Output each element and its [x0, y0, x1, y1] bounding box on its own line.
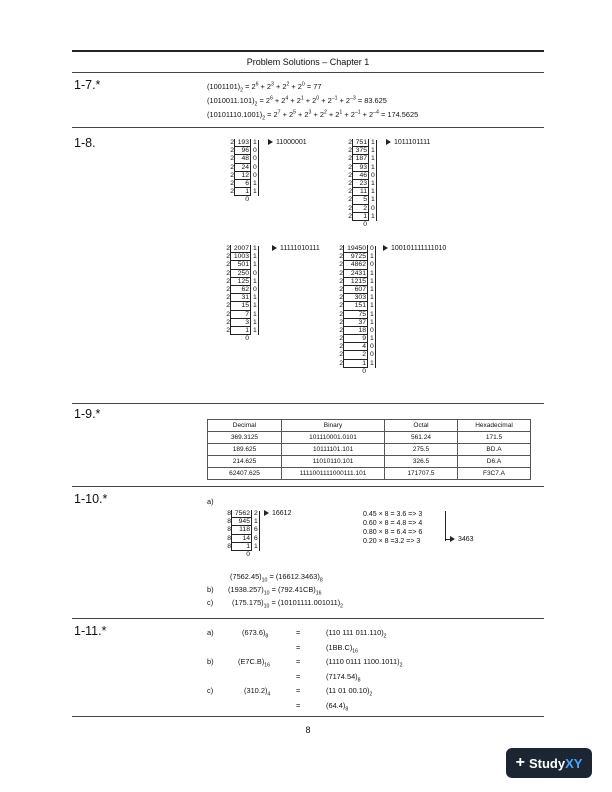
- divisor: 2: [226, 318, 230, 326]
- cell: D6.A: [458, 456, 531, 468]
- division-row: [338, 245, 378, 253]
- division-row: [347, 196, 379, 204]
- remainder: 0: [250, 286, 261, 294]
- dividend: 193: [234, 139, 250, 147]
- division-row: [347, 188, 379, 196]
- division-row: [226, 535, 262, 543]
- p111-b-lhs: $(E7C.B)_{16}$: [238, 657, 271, 669]
- p110-part-a: a): [207, 497, 214, 506]
- remainder: 0: [250, 270, 261, 278]
- remainder: 1: [367, 335, 378, 343]
- result-751: 1011101111: [386, 139, 430, 146]
- remainder-bracket: [259, 511, 260, 551]
- page-number: 8: [305, 725, 311, 735]
- dividend: 2007: [230, 245, 250, 253]
- dividend: 62: [230, 286, 250, 294]
- divisor: 2: [230, 163, 234, 171]
- division-row: [226, 518, 262, 526]
- dividend: 1: [352, 213, 368, 221]
- dividend: 0: [363, 220, 367, 228]
- header-top-rule: [72, 50, 544, 52]
- remainder: 1: [250, 311, 261, 319]
- division-row: [225, 319, 261, 327]
- divisor: 8: [227, 526, 231, 534]
- division-row: [338, 286, 378, 294]
- col-decimal: Decimal: [208, 420, 282, 432]
- divisor: 2: [339, 285, 343, 293]
- remainder: 1: [367, 253, 378, 261]
- dividend: 9: [343, 335, 367, 343]
- p111-part-c: c): [207, 686, 214, 695]
- dividend: 12: [234, 172, 250, 180]
- dividend: 303: [343, 294, 367, 302]
- divisor: 2: [339, 269, 343, 277]
- cell: 11010110.101: [282, 456, 385, 468]
- dividend: 5: [352, 196, 368, 204]
- division-row: [226, 510, 262, 518]
- remainder: 6: [251, 535, 262, 543]
- problem-1-8-label: 1-8.: [74, 136, 96, 150]
- division-row: [347, 221, 379, 229]
- divisor: 2: [339, 359, 343, 367]
- remainder-bracket: [258, 246, 259, 335]
- remainder: 1: [368, 139, 379, 147]
- col-hexadecimal: Hexadecimal: [458, 420, 531, 432]
- dividend: 1215: [343, 278, 367, 286]
- dividend: 4862: [343, 261, 367, 269]
- p110-answer-b: $(1938.257)_{10} = (792.41CB)_{16}$: [228, 585, 322, 597]
- dividend: 46: [352, 172, 368, 180]
- remainder: 0: [250, 155, 261, 163]
- remainder: 1: [250, 261, 261, 269]
- remainder: 0: [367, 327, 378, 335]
- division-row: [338, 343, 378, 351]
- p111-c-lhs: $(310.2)_4$: [244, 686, 271, 698]
- dividend: 4: [343, 343, 367, 351]
- remainder: 1: [368, 147, 379, 155]
- table-row: [208, 468, 531, 480]
- remainder-bracket: [258, 140, 259, 196]
- p17-line-2: $(1010011.101)_2 = 2^6 + 2^4 + 2^1 + 2^0 + 2^{-1} + 2^{-3} = 83.625$: [207, 95, 387, 108]
- table-row: [208, 444, 531, 456]
- divisor: 8: [227, 534, 231, 542]
- division-row: [226, 526, 262, 534]
- divisor: 8: [227, 518, 231, 526]
- divisor: 2: [348, 196, 352, 204]
- division-751: [347, 139, 379, 229]
- dividend: 19450: [343, 245, 367, 253]
- remainder: 1: [367, 302, 378, 310]
- division-row: [347, 172, 379, 180]
- division-row: [338, 327, 378, 335]
- cell: 561.24: [385, 432, 458, 444]
- table-header-row: [208, 420, 531, 432]
- dividend: 93: [352, 164, 368, 172]
- dividend: 751: [352, 139, 368, 147]
- dividend: 1: [230, 327, 250, 335]
- problem-1-10-label: 1-10.*: [74, 492, 108, 506]
- divisor: 2: [339, 335, 343, 343]
- cell: 275.5: [385, 444, 458, 456]
- dividend: 501: [230, 261, 250, 269]
- divisor: 2: [230, 188, 234, 196]
- logo-text: Study: [528, 755, 566, 771]
- division-7562: [226, 510, 262, 559]
- division-row: [229, 139, 261, 147]
- remainder: 1: [250, 327, 261, 335]
- remainder: 0: [367, 245, 378, 253]
- division-row: [338, 253, 378, 261]
- divisor: 2: [226, 277, 230, 285]
- dividend: 0: [245, 196, 249, 204]
- remainder-bracket: [376, 140, 377, 221]
- divisor: 2: [348, 179, 352, 187]
- division-row: [338, 351, 378, 359]
- rule-1-8: [72, 403, 544, 404]
- dividend: 2: [343, 351, 367, 359]
- division-row: [226, 543, 262, 551]
- division-row: [229, 164, 261, 172]
- dividend: 7: [230, 311, 250, 319]
- divisor: 2: [339, 318, 343, 326]
- divisor: 2: [339, 253, 343, 261]
- dividend: 9725: [343, 253, 367, 261]
- p111-b-r1: (1110 0111 $1100.1011)_2$: [326, 657, 403, 669]
- cell: 214.625: [208, 456, 282, 468]
- division-row: [225, 327, 261, 335]
- dividend: 23: [352, 180, 368, 188]
- divisor: 2: [348, 155, 352, 163]
- remainder: 1: [250, 319, 261, 327]
- division-row: [347, 205, 379, 213]
- equals-sign: =: [296, 628, 301, 637]
- plus-icon: +: [515, 754, 525, 771]
- divisor: 8: [227, 510, 231, 517]
- p111-c-r1: (11 01 $00.10)_2$: [326, 686, 373, 698]
- dividend: 151: [343, 302, 367, 310]
- division-row: [347, 155, 379, 163]
- p111-a-lhs: $(673.6)_8$: [242, 628, 269, 640]
- remainder: 1: [367, 278, 378, 286]
- divisor: 2: [226, 245, 230, 252]
- cell: 171707.5: [385, 468, 458, 480]
- problem-1-11-label: 1-11.*: [74, 624, 107, 638]
- divisor: 2: [348, 171, 352, 179]
- divisor: 2: [348, 204, 352, 212]
- remainder: 1: [250, 278, 261, 286]
- remainder-bracket: [375, 246, 376, 368]
- division-row: [338, 302, 378, 310]
- result-7562: 16612: [264, 510, 291, 517]
- remainder: 1: [368, 164, 379, 172]
- remainder: 1: [368, 188, 379, 196]
- division-row: [347, 164, 379, 172]
- divisor: 2: [230, 139, 234, 146]
- table-row: [208, 432, 531, 444]
- rule-1-9: [72, 486, 544, 487]
- division-row: [347, 139, 379, 147]
- division-row: [225, 245, 261, 253]
- remainder: 6: [251, 526, 262, 534]
- remainder: 1: [251, 518, 262, 526]
- divisor: 2: [339, 294, 343, 302]
- divisor: 2: [230, 155, 234, 163]
- divisor: 2: [226, 285, 230, 293]
- divisor: 2: [230, 179, 234, 187]
- remainder: 1: [368, 213, 379, 221]
- division-row: [225, 311, 261, 319]
- problem-1-9-label: 1-9.*: [74, 407, 101, 421]
- p111-a-r1: (110 111 $011.110)_2$: [326, 628, 387, 640]
- dividend: 1: [231, 543, 251, 551]
- dividend: 24: [234, 164, 250, 172]
- equals-sign: =: [296, 657, 301, 666]
- cell: 10111101.101: [282, 444, 385, 456]
- cell: 62407.625: [208, 468, 282, 480]
- division-row: [229, 180, 261, 188]
- p111-b-r2: $(7174.54)_8$: [326, 672, 361, 684]
- dividend: 125: [230, 278, 250, 286]
- header-bottom-rule: [72, 72, 544, 73]
- dividend: 0: [245, 335, 249, 343]
- frac-line: 0.80 × 8 = 6.4 => 6: [363, 529, 423, 536]
- dividend: 96: [234, 147, 250, 155]
- division-row: [347, 213, 379, 221]
- divisor: 2: [226, 253, 230, 261]
- result-19450: 100101111111010: [383, 245, 446, 252]
- division-row: [225, 278, 261, 286]
- division-row: [338, 261, 378, 269]
- p111-c-r2: $(64.4)_8$: [326, 701, 349, 713]
- remainder: 1: [367, 311, 378, 319]
- divisor: 2: [226, 294, 230, 302]
- dividend: 1: [234, 188, 250, 196]
- equals-sign: =: [296, 686, 301, 695]
- division-row: [225, 302, 261, 310]
- remainder: 0: [367, 351, 378, 359]
- result-193: 11000001: [268, 139, 307, 146]
- logo-accent: XY: [565, 755, 583, 771]
- divisor: 2: [226, 302, 230, 310]
- divisor: 2: [348, 147, 352, 155]
- equals-sign: =: [296, 672, 301, 681]
- divisor: 2: [339, 310, 343, 318]
- col-octal: Octal: [385, 420, 458, 432]
- division-row: [338, 360, 378, 368]
- remainder: 1: [368, 180, 379, 188]
- dividend: 1003: [230, 253, 250, 261]
- p17-line-3: $(10101110.1001)_2 = 2^7 + 2^5 + 2^3 + 2^2 + 2^1 + 2^{-1} + 2^{-4} = 174.5625$: [207, 109, 419, 122]
- division-row: [338, 335, 378, 343]
- remainder: 0: [250, 147, 261, 155]
- dividend: 1: [343, 360, 367, 368]
- remainder: 1: [368, 155, 379, 163]
- remainder: 0: [368, 172, 379, 180]
- dividend: 375: [352, 147, 368, 155]
- division-193: [229, 139, 261, 205]
- divisor: 2: [339, 302, 343, 310]
- division-row: [338, 294, 378, 302]
- divisor: 2: [339, 245, 343, 252]
- divisor: 2: [226, 310, 230, 318]
- rule-1-7: [72, 127, 544, 128]
- remainder: 1: [367, 286, 378, 294]
- p110-answer-c: $(175.175)_{10} = (10101111.001011)_2$: [232, 598, 344, 610]
- cell: 1111001111000111.101: [282, 468, 385, 480]
- fraction-result: 3463: [446, 536, 474, 543]
- divisor: 2: [348, 188, 352, 196]
- division-row: [347, 180, 379, 188]
- division-row: [225, 270, 261, 278]
- dividend: 15: [230, 302, 250, 310]
- division-19450: [338, 245, 378, 376]
- frac-line: 0.45 × 8 = 3.6 => 3: [363, 511, 423, 518]
- division-row: [229, 147, 261, 155]
- divisor: 8: [227, 542, 231, 550]
- page-header: Problem Solutions – Chapter 1: [246, 57, 370, 67]
- remainder: 1: [250, 139, 261, 147]
- dividend: 945: [231, 518, 251, 526]
- division-row: [225, 294, 261, 302]
- divisor: 2: [230, 147, 234, 155]
- remainder: 1: [368, 196, 379, 204]
- divisor: 2: [339, 343, 343, 351]
- division-row: [229, 155, 261, 163]
- division-row: [229, 196, 261, 204]
- p17-line-1: $(1001101)_2 = 2^6 + 2^3 + 2^2 + 2^0 = 77$: [207, 81, 322, 94]
- divisor: 2: [226, 269, 230, 277]
- cell: 101110001.0101: [282, 432, 385, 444]
- remainder: 0: [367, 343, 378, 351]
- dividend: 6: [234, 180, 250, 188]
- divisor: 2: [230, 171, 234, 179]
- division-2007: [225, 245, 261, 343]
- dividend: 0: [362, 367, 366, 375]
- division-row: [225, 253, 261, 261]
- result-2007: 11111010111: [272, 245, 320, 252]
- remainder: 1: [367, 319, 378, 327]
- remainder: 0: [367, 261, 378, 269]
- cell: F3C7.A: [458, 468, 531, 480]
- division-row: [338, 270, 378, 278]
- remainder: 1: [251, 543, 262, 551]
- divisor: 2: [226, 261, 230, 269]
- dividend: 2: [352, 205, 368, 213]
- divisor: 2: [226, 326, 230, 334]
- remainder: 1: [250, 294, 261, 302]
- conversion-table: [207, 419, 531, 480]
- divisor: 2: [348, 139, 352, 146]
- divisor: 2: [339, 351, 343, 359]
- remainder: 1: [250, 245, 261, 253]
- dividend: 118: [231, 526, 251, 534]
- divisor: 2: [339, 326, 343, 334]
- dividend: 37: [343, 319, 367, 327]
- remainder: 1: [250, 188, 261, 196]
- cell: 326.5: [385, 456, 458, 468]
- dividend: 31: [230, 294, 250, 302]
- division-row: [226, 551, 262, 559]
- frac-line: 0.60 × 8 = 4.8 => 4: [363, 520, 423, 527]
- problem-1-7-label: 1-7.*: [74, 78, 101, 92]
- remainder: 1: [250, 253, 261, 261]
- dividend: 18: [343, 327, 367, 335]
- division-row: [338, 278, 378, 286]
- studyxy-logo[interactable]: [506, 748, 592, 778]
- dividend: 75: [343, 311, 367, 319]
- dividend: 7562: [231, 510, 251, 518]
- remainder: 1: [250, 302, 261, 310]
- p110-answer-a: $(7562.45)_{10} = (16612.3463)_8$: [230, 572, 323, 584]
- p110-part-c: c): [207, 598, 214, 607]
- fraction-conversion: [363, 510, 422, 546]
- division-row: [225, 261, 261, 269]
- divisor: 2: [339, 261, 343, 269]
- cell: 171.5: [458, 432, 531, 444]
- dividend: 187: [352, 155, 368, 163]
- p111-part-a: a): [207, 628, 214, 637]
- dividend: 14: [231, 535, 251, 543]
- p111-part-b: b): [207, 657, 214, 666]
- rule-1-11: [72, 716, 544, 717]
- divisor: 2: [348, 163, 352, 171]
- division-row: [338, 319, 378, 327]
- division-row: [225, 286, 261, 294]
- remainder: 0: [250, 164, 261, 172]
- division-row: [338, 311, 378, 319]
- frac-line: 0.20 × 8 =3.2 => 3: [363, 538, 421, 545]
- division-row: [347, 147, 379, 155]
- cell: 189.625: [208, 444, 282, 456]
- dividend: 3: [230, 319, 250, 327]
- table-row: [208, 456, 531, 468]
- remainder: 1: [367, 360, 378, 368]
- remainder: 1: [250, 180, 261, 188]
- rule-1-10: [72, 618, 544, 619]
- dividend: 0: [246, 550, 250, 558]
- remainder: 1: [367, 294, 378, 302]
- dividend: 250: [230, 270, 250, 278]
- equals-sign: =: [296, 643, 301, 652]
- remainder: 0: [250, 172, 261, 180]
- cell: 369.3125: [208, 432, 282, 444]
- divisor: 2: [339, 277, 343, 285]
- divisor: 2: [348, 212, 352, 220]
- remainder: 2: [251, 510, 262, 518]
- dividend: 2431: [343, 270, 367, 278]
- p110-part-b: b): [207, 585, 214, 594]
- division-row: [225, 335, 261, 343]
- dividend: 607: [343, 286, 367, 294]
- col-binary: Binary: [282, 420, 385, 432]
- equals-sign: =: [296, 701, 301, 710]
- dividend: 11: [352, 188, 368, 196]
- dividend: 48: [234, 155, 250, 163]
- remainder: 0: [368, 205, 379, 213]
- cell: BD.A: [458, 444, 531, 456]
- division-row: [338, 368, 378, 376]
- remainder: 1: [367, 270, 378, 278]
- division-row: [229, 188, 261, 196]
- p111-a-r2: $(1BB.C)_{16}$: [326, 643, 359, 655]
- division-row: [229, 172, 261, 180]
